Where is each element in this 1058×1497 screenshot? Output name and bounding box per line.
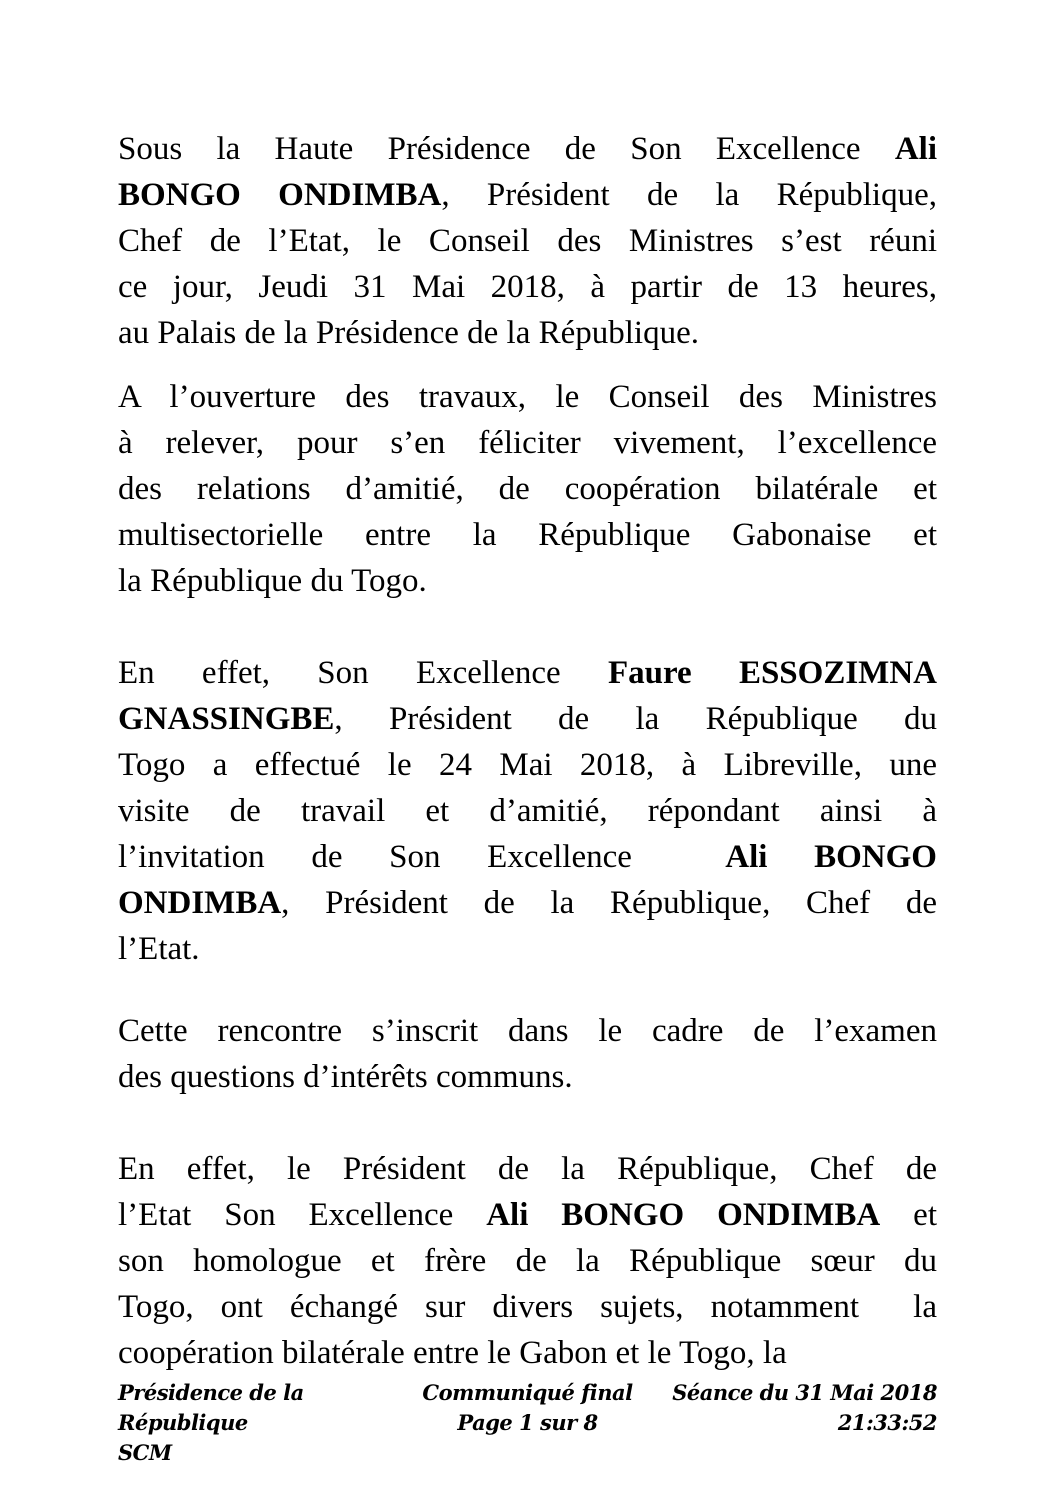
text-segment: Ali BONGO ONDIMBA xyxy=(486,1197,881,1233)
page-footer xyxy=(118,1378,937,1468)
text-line xyxy=(118,834,937,880)
text-line xyxy=(118,1192,937,1238)
footer-center-column xyxy=(391,1378,664,1468)
text-line xyxy=(118,466,937,512)
text-segment: Cette rencontre s’inscrit dans le cadre de l’examen xyxy=(118,1013,937,1049)
text-segment: Ali BONGO xyxy=(725,839,937,875)
text-line xyxy=(118,742,937,788)
text-segment: Chef de l’Etat, le Conseil des Ministres s’est réuni xyxy=(118,223,937,259)
text-line xyxy=(118,420,937,466)
text-segment: la République du Togo. xyxy=(118,563,427,599)
paragraph xyxy=(118,1008,937,1100)
text-segment: multisectorielle entre la République Gabonaise et xyxy=(118,517,937,553)
text-line xyxy=(118,558,937,604)
footer-right-column xyxy=(664,1378,937,1468)
text-line xyxy=(118,880,937,926)
text-segment: visite de travail et d’amitié, répondant ainsi à xyxy=(118,793,937,829)
text-segment: GNASSINGBE xyxy=(118,701,335,737)
paragraph xyxy=(118,1146,937,1376)
text-line xyxy=(118,926,937,972)
text-segment: ce jour, Jeudi 31 Mai 2018, à partir de 13 heures, xyxy=(118,269,937,305)
text-line xyxy=(118,310,937,356)
footer-page-number: Page 1 sur 8 xyxy=(457,1410,598,1435)
text-line xyxy=(118,1284,937,1330)
text-line xyxy=(118,650,937,696)
text-segment: En effet, le Président de la République, Chef de xyxy=(118,1151,937,1187)
text-segment: , Président de la République, xyxy=(441,177,937,213)
document-body xyxy=(118,126,937,1376)
text-segment: des questions d’intérêts communs. xyxy=(118,1059,573,1095)
text-segment: A l’ouverture des travaux, le Conseil des Ministres xyxy=(118,379,937,415)
text-segment: son homologue et frère de la République sœur du xyxy=(118,1243,937,1279)
text-line xyxy=(118,512,937,558)
text-segment: Faure ESSOZIMNA xyxy=(607,655,937,691)
text-line xyxy=(118,126,937,172)
paragraph xyxy=(118,126,937,356)
text-segment: l’invitation de Son Excellence xyxy=(118,839,726,875)
text-line xyxy=(118,1238,937,1284)
text-line xyxy=(118,264,937,310)
paragraph xyxy=(118,374,937,604)
text-segment: coopération bilatérale entre le Gabon et le Togo, la xyxy=(118,1335,787,1371)
text-segment: Ali xyxy=(894,131,937,167)
text-segment: des relations d’amitié, de coopération bilatérale et xyxy=(118,471,937,507)
text-segment: Sous la Haute Présidence de Son Excellence xyxy=(118,131,895,167)
text-line xyxy=(118,172,937,218)
footer-organization: Présidence de la République xyxy=(118,1380,304,1435)
text-line xyxy=(118,1146,937,1192)
text-segment: ONDIMBA xyxy=(118,885,282,921)
text-segment: et xyxy=(880,1197,937,1233)
text-segment: l’Etat Son Excellence xyxy=(118,1197,487,1233)
text-segment: à relever, pour s’en féliciter vivement, l’excellence xyxy=(118,425,937,461)
text-line xyxy=(118,696,937,742)
text-line xyxy=(118,1054,937,1100)
text-line xyxy=(118,218,937,264)
text-segment: , Président de la République du xyxy=(334,701,937,737)
text-line xyxy=(118,374,937,420)
text-segment: Togo, ont échangé sur divers sujets, notamment la xyxy=(118,1289,937,1325)
text-line xyxy=(118,1330,937,1376)
text-segment: au Palais de la Présidence de la République. xyxy=(118,315,699,351)
footer-document-title: Communiqué final xyxy=(422,1380,633,1405)
text-segment: BONGO ONDIMBA xyxy=(118,177,442,213)
footer-session-date: Séance du 31 Mai 2018 xyxy=(672,1380,937,1405)
footer-timestamp: 21:33:52 xyxy=(837,1410,937,1435)
footer-left-column xyxy=(118,1378,391,1468)
text-segment: En effet, Son Excellence xyxy=(118,655,608,691)
text-line xyxy=(118,788,937,834)
paragraph xyxy=(118,650,937,972)
text-segment: , Président de la République, Chef de xyxy=(281,885,937,921)
footer-department: SCM xyxy=(118,1440,172,1465)
text-line xyxy=(118,1008,937,1054)
text-segment: Togo a effectué le 24 Mai 2018, à Libreville, une xyxy=(118,747,937,783)
text-segment: l’Etat. xyxy=(118,931,200,967)
